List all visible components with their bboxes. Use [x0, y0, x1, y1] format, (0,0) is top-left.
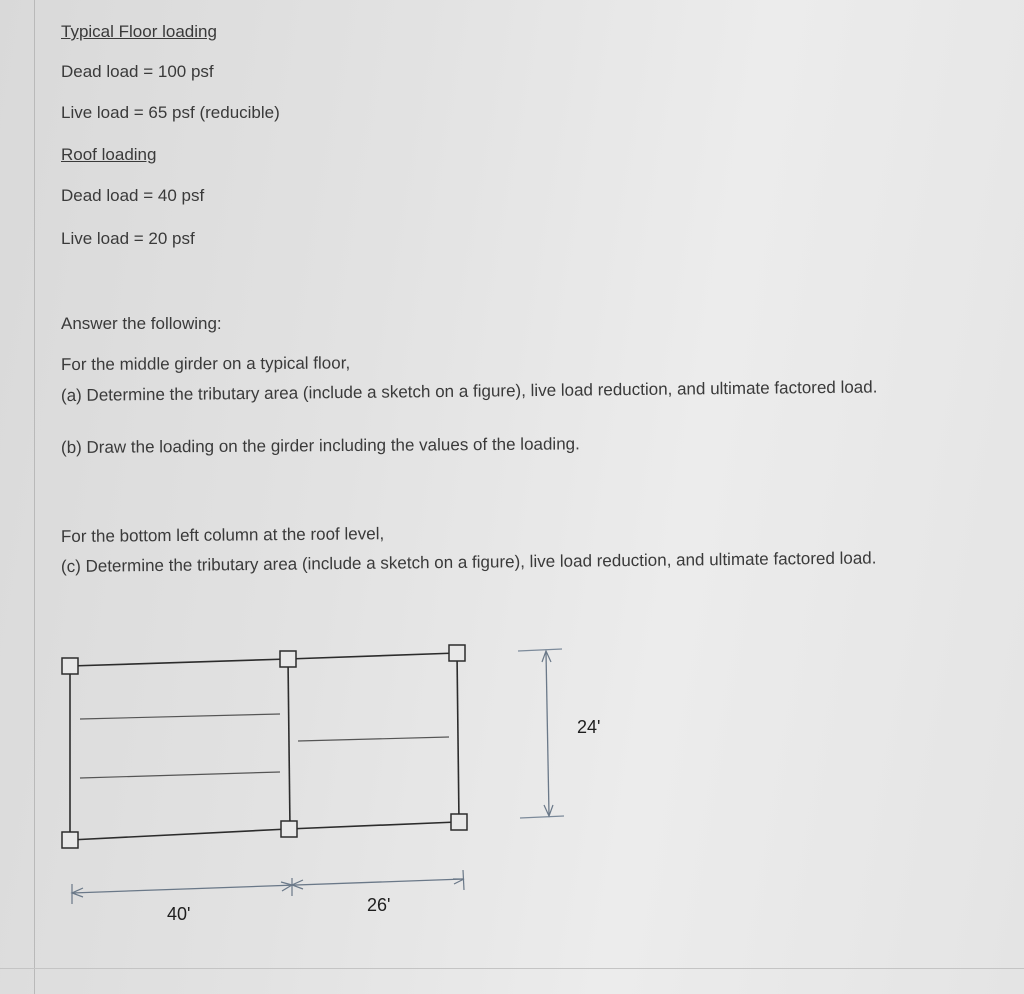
column-top-middle — [280, 651, 296, 667]
column-bottom-left — [62, 832, 78, 848]
left-bay-dimension-label: 40' — [167, 904, 191, 924]
floor-dead-load: Dead load = 100 psf — [61, 62, 214, 81]
beam-left-lower — [80, 772, 280, 778]
floor-live-load: Live load = 65 psf (reducible) — [61, 103, 280, 122]
beam-left-upper — [80, 714, 280, 719]
right-bay-dimension-label: 26' — [367, 895, 391, 915]
question-c: (c) Determine the tributary area (include a sketch on a figure), live load reduction, and ultimate factored load. — [60, 548, 877, 576]
bottom-girder-right — [288, 822, 457, 829]
width-dimension — [72, 870, 464, 924]
column-question-context: For the bottom left column at the roof level, — [60, 524, 385, 546]
column-top-right — [449, 645, 465, 661]
roof-live-load: Live load = 20 psf — [61, 229, 195, 248]
top-girder-right — [288, 653, 457, 659]
column-top-left — [62, 658, 78, 674]
roof-dead-load: Dead load = 40 psf — [61, 186, 205, 205]
question-b: (b) Draw the loading on the girder including the values of the loading. — [60, 434, 580, 457]
roof-loading-heading: Roof loading — [61, 145, 157, 164]
column-bottom-right — [451, 814, 467, 830]
middle-girder — [288, 659, 290, 829]
questions-intro: Answer the following: — [61, 314, 222, 333]
girder-question-context: For the middle girder on a typical floor, — [60, 353, 351, 374]
column-bottom-middle — [281, 821, 297, 837]
right-girder — [457, 653, 459, 822]
bottom-girder-left — [70, 829, 288, 840]
floor-loading-heading: Typical Floor loading — [61, 22, 217, 41]
top-girder-left — [70, 659, 288, 666]
height-dimension-label: 24' — [577, 717, 601, 737]
height-dimension — [518, 649, 600, 818]
question-a: (a) Determine the tributary area (include a sketch on a figure), live load reduction, and ultimate factored load. — [60, 377, 878, 405]
beam-right — [298, 737, 449, 741]
